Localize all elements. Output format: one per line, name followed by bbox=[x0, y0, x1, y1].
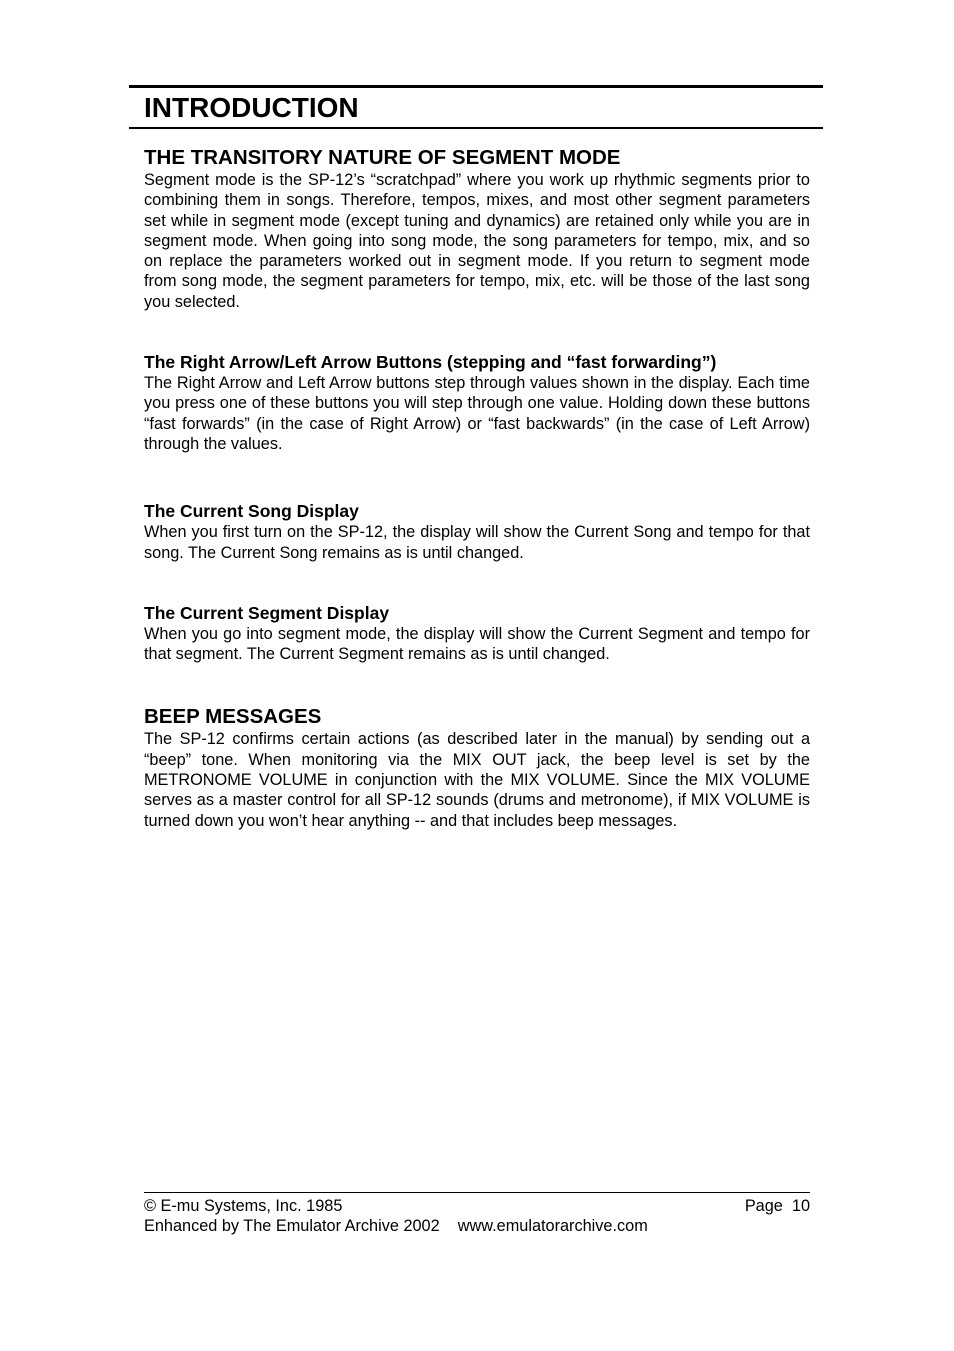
page-title: INTRODUCTION bbox=[144, 92, 359, 123]
section-current-song-display bbox=[144, 501, 810, 563]
section-heading: BEEP MESSAGES bbox=[144, 705, 322, 729]
footer-page-number: Page 10 bbox=[744, 1197, 810, 1215]
footer-copyright: © E-mu Systems, Inc. 1985 bbox=[144, 1197, 343, 1215]
section-transitory-nature bbox=[144, 145, 810, 312]
section-body: When you go into segment mode, the display will show the Current Segment and tempo for that segment. The Current Segment remains as is until changed. bbox=[144, 624, 810, 664]
section-body: The SP-12 confirms certain actions (as described later in the manual) by sending out a “beep” tone. When monitoring via the MIX OUT jack, the beep level is set by the METRONOME VOLUME in conjunction with the MIX VOLUME. Since the MIX VOLUME serves as a master control for all SP-12 sounds (drums and metronome), if MIX VOLUME is turned down you won’t hear anything -- and that includes beep messages. bbox=[144, 730, 810, 830]
section-body: Segment mode is the SP-12’s “scratchpad” where you work up rhythmic segments prior to combining them in songs. Therefore, tempos, mixes, and most other segment parameters set while in segment mode (except tuning and dynamics) are retained only while you are in segment mode. When going into song mode, the song parameters for tempo, mix, and so on replace the parameters worked out in segment mode. If you return to segment mode from song mode, the segment parameters for tempo, mix, etc. will be those of the last song you selected. bbox=[144, 171, 810, 311]
section-heading: The Current Song Display bbox=[144, 501, 359, 522]
section-body: The Right Arrow and Left Arrow buttons step through values shown in the display. Each time you press one of these buttons you will step through one value. Holding down these buttons “fast forwards” (in the case of Right Arrow) or “fast backwards” (in the case of Left Arrow) through the values. bbox=[144, 374, 810, 453]
section-heading: The Right Arrow/Left Arrow Buttons (stepping and “fast forwarding”) bbox=[144, 352, 717, 373]
section-body: When you first turn on the SP-12, the display will show the Current Song and tempo for that song. The Current Song remains as is until changed. bbox=[144, 523, 810, 562]
page-header bbox=[129, 85, 823, 129]
page-footer bbox=[144, 1196, 810, 1237]
footer-enhanced-by: Enhanced by The Emulator Archive 2002 www.emulatorarchive.com bbox=[144, 1217, 648, 1236]
section-arrow-buttons bbox=[144, 352, 810, 454]
page-content bbox=[144, 145, 810, 831]
section-heading: The Current Segment Display bbox=[144, 602, 390, 623]
section-beep-messages bbox=[144, 704, 810, 830]
footer-divider bbox=[144, 1192, 810, 1193]
section-heading: THE TRANSITORY NATURE OF SEGMENT MODE bbox=[144, 146, 621, 169]
section-current-segment-display bbox=[144, 603, 810, 665]
